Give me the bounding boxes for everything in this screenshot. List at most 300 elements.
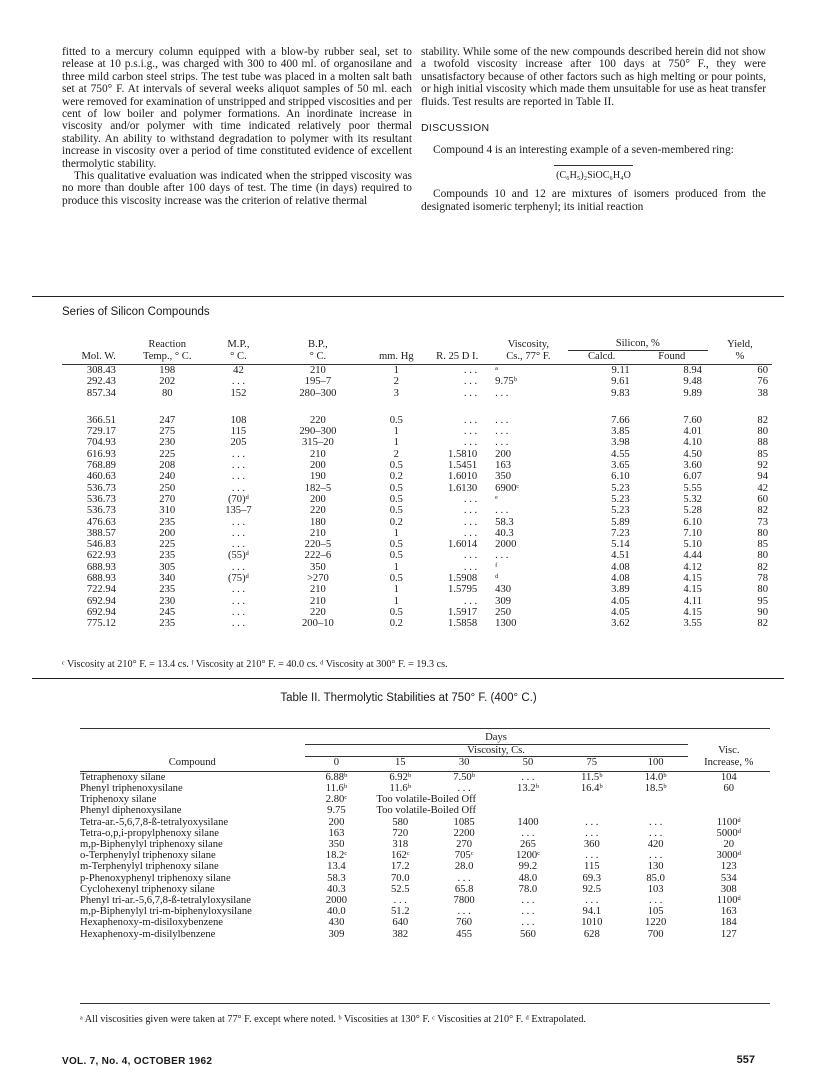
table-cell: 82	[757, 561, 768, 573]
right-text-column	[421, 46, 766, 213]
table-cell: . . .	[231, 561, 246, 573]
table-cell: 208	[159, 460, 176, 472]
table-row	[62, 460, 772, 471]
table-cell: 1.5917	[448, 606, 478, 618]
viscosity-increase: 5000ᵈ	[716, 827, 742, 839]
table-cell: . . .	[231, 376, 246, 388]
table-cell: 99.2	[518, 861, 538, 873]
table-cell: 220	[309, 505, 326, 517]
table-cell: 40.0	[327, 906, 346, 918]
table-row	[62, 584, 772, 595]
formula-text: (C₆H₅)₂SiOC₆H₄O	[554, 165, 633, 182]
table-row	[80, 917, 770, 928]
table-cell: . . .	[649, 827, 663, 839]
table-cell: 1085	[453, 816, 475, 828]
table-row	[62, 528, 772, 539]
journal-citation: VOL. 7, No. 4, OCTOBER 1962	[62, 1056, 213, 1067]
table-cell: 80	[757, 550, 768, 562]
table-cell: 0.5	[389, 550, 403, 562]
table-row	[80, 839, 770, 850]
viscosity-increase: 308	[720, 883, 737, 895]
table-row	[62, 426, 772, 437]
table-cell: 7.66	[611, 414, 630, 426]
table-cell: 2200	[453, 827, 475, 839]
table-cell: 305	[159, 561, 176, 573]
table-row	[62, 573, 772, 584]
table-cell: . . .	[521, 771, 535, 783]
table-cell: . . .	[463, 387, 478, 399]
table-cell: 70.0	[390, 872, 410, 884]
table-cell: 616.93	[86, 448, 116, 460]
table-cell: 115	[230, 426, 247, 438]
compound-name: Tetraphenoxy silane	[80, 771, 166, 783]
table-cell: 18.5ᵇ	[644, 782, 667, 794]
table-row	[62, 607, 772, 618]
table-row	[80, 895, 770, 906]
table-cell: 80	[757, 426, 768, 438]
compound-name: Cyclohexenyl triphenoxy silane	[80, 883, 215, 895]
viscosity-increase: 163	[720, 906, 737, 918]
table-cell: 760	[456, 917, 473, 929]
table-cell: 9.11	[611, 365, 630, 376]
table-cell: 105	[647, 906, 664, 918]
table-cell: 78	[757, 573, 768, 585]
table-cell: 688.93	[86, 573, 116, 585]
table-cell: 235	[159, 516, 176, 528]
table-cell: 382	[392, 928, 409, 940]
viscosity-increase: 1100ᵈ	[716, 816, 741, 828]
table-cell: . . .	[495, 550, 509, 562]
table-cell: 250	[495, 606, 512, 618]
compound-name: Phenyl diphenoxysilane	[80, 805, 182, 817]
table-cell: 205	[230, 437, 247, 449]
table-row	[62, 388, 772, 399]
table-cell: 250	[159, 482, 176, 494]
table-row	[80, 771, 770, 783]
table-cell: 729.17	[86, 426, 116, 438]
table-cell: 4.15	[683, 573, 702, 585]
table-cell: 200–10	[302, 618, 334, 630]
table-cell: 7.50ᵇ	[453, 771, 476, 783]
table-cell: 200	[309, 493, 326, 505]
paragraph: stability. While some of the new compounds described herein did not show a twofold viscosity increase after 100 days at 750° F., they were unsatisfactory because of other factors such as high melting or pour points, or high initial viscosity which made them unsuitable for use as heat transfer fluids. Test results are reported in Table II.	[421, 46, 766, 108]
table-cell: 290–300	[299, 426, 337, 438]
table-cell: . . .	[495, 387, 509, 399]
table-cell: 210	[309, 595, 326, 607]
col-header: ° C.	[309, 350, 327, 362]
table-cell: 11.6ᵇ	[389, 782, 411, 794]
table-row	[62, 415, 772, 426]
table-cell: 9.83	[611, 387, 630, 399]
table-cell: 1200ᶜ	[516, 850, 540, 862]
table-cell: 4.44	[683, 550, 702, 562]
table-cell: 1.5451	[448, 460, 478, 472]
table-cell: 0.5	[389, 573, 403, 585]
table-cell: 0.5	[389, 460, 403, 472]
table-cell: 536.73	[86, 505, 116, 517]
table-cell: 42	[233, 365, 244, 376]
compound-name: Phenyl triphenoxysilane	[80, 782, 183, 794]
compound-name: Phenyl tri-ar.-5,6,7,8-ß-tetralyloxysilane	[80, 895, 251, 907]
table-cell: 340	[159, 573, 176, 585]
thermolytic-stabilities-table	[80, 732, 770, 940]
col-header: Increase, %	[704, 756, 754, 768]
table-cell: 2000	[495, 539, 517, 551]
compound-name: Hexaphenoxy-m-disilylbenzene	[80, 928, 216, 940]
table-cell: 9.89	[683, 387, 702, 399]
table-cell: 82	[757, 618, 768, 630]
table-cell: 1	[393, 595, 399, 607]
col-header: Reaction	[148, 338, 187, 350]
col-header: 15	[394, 757, 406, 769]
table-cell: 3.60	[683, 460, 702, 472]
table-cell: 200	[495, 448, 512, 460]
compound-name: o-Terphenylyl triphenoxy silane	[80, 850, 216, 862]
col-header: Mol. W.	[81, 350, 116, 362]
table-cell: . . .	[231, 606, 246, 618]
section-divider	[32, 296, 784, 297]
table-cell: . . .	[463, 493, 478, 505]
table-cell: . . .	[585, 895, 599, 907]
table-cell: 235	[159, 618, 176, 630]
table-cell: 92	[757, 460, 768, 472]
table-cell: 51.2	[390, 906, 410, 918]
table-row	[62, 494, 772, 505]
table-cell: 1.5795	[448, 584, 478, 596]
table-cell: 28.0	[454, 861, 474, 873]
table-row	[80, 861, 770, 872]
table-row	[62, 550, 772, 561]
table-cell: . . .	[463, 561, 478, 573]
table-cell: 4.12	[683, 561, 702, 573]
table-cell: 4.50	[683, 448, 702, 460]
col-header: Yield,	[727, 338, 753, 350]
table-cell: 360	[583, 839, 600, 850]
table-cell: 230	[159, 595, 176, 607]
table-cell: (70)ᵈ	[227, 493, 249, 505]
table-cell: 720	[392, 827, 409, 839]
table-cell: 350	[495, 471, 512, 483]
table-cell: 162ᶜ	[390, 850, 410, 862]
table-title: Series of Silicon Compounds	[62, 306, 210, 318]
col-header: B.P.,	[308, 338, 328, 350]
table-row	[62, 562, 772, 573]
table-cell: 180	[309, 516, 326, 528]
table-cell: 1	[393, 527, 399, 539]
table-cell: . . .	[231, 460, 246, 472]
col-header: M.P.,	[227, 338, 250, 350]
table-row	[62, 365, 772, 377]
table-cell: 95	[757, 595, 768, 607]
table-cell: 82	[757, 414, 768, 426]
paragraph: This qualitative evaluation was indicated when the stripped viscosity was no more than double after 100 days of test. The time (in days) required to produce this viscosity increase was the criterion of relative thermal	[62, 170, 412, 207]
table-cell: 705ᶜ	[454, 850, 474, 862]
table-cell: . . .	[457, 906, 471, 918]
table-cell: 688.93	[86, 561, 116, 573]
table-cell: 350	[309, 561, 326, 573]
table-cell: 309	[328, 928, 345, 940]
table-cell: 40.3	[327, 883, 346, 895]
table-cell: . . .	[231, 618, 246, 630]
table-cell: 85	[757, 448, 768, 460]
table-cell: 58.3	[327, 872, 346, 884]
table-cell: 1.6130	[448, 482, 478, 494]
table-cell: 318	[392, 839, 409, 850]
table-cell: 292.43	[86, 376, 116, 388]
table-cell: 94	[757, 471, 768, 483]
table-cell-note: Too volatile-Boiled Off	[376, 794, 477, 806]
table-cell: 210	[309, 365, 326, 376]
compound-name: p-Phenoxyphenyl triphenoxy silane	[80, 872, 231, 884]
viscosity-increase: 1100ᵈ	[716, 895, 741, 907]
table-cell: 220	[309, 606, 326, 618]
table-cell: 11.6ᵇ	[325, 782, 348, 794]
col-header: 0	[333, 757, 340, 769]
table-row	[80, 783, 770, 794]
table-cell: (75)ᵈ	[227, 573, 249, 585]
table-cell: . . .	[521, 906, 535, 918]
table-cell: . . .	[463, 414, 478, 426]
table-cell: . . .	[521, 895, 535, 907]
table-row	[62, 505, 772, 516]
table-cell: 65.8	[454, 883, 474, 895]
table-cell: 182–5	[304, 482, 332, 494]
table-cell: . . .	[495, 426, 509, 438]
table-cell: . . .	[393, 895, 407, 907]
table-cell: 0.5	[389, 606, 403, 618]
table-cell: 5.23	[611, 505, 630, 517]
table-cell: 270	[159, 493, 176, 505]
viscosity-increase: 123	[720, 861, 737, 873]
table-title: Table II. Thermolytic Stabilities at 750° F. (400° C.)	[280, 692, 537, 704]
table-cell: . . .	[457, 782, 471, 794]
table-cell: 222–6	[304, 550, 332, 562]
table-cell: 108	[230, 414, 247, 426]
table-row	[80, 906, 770, 917]
table-cell: . . .	[463, 426, 478, 438]
table-cell: 1	[393, 584, 399, 596]
table-cell: 7.60	[683, 414, 702, 426]
table-cell: . . .	[231, 448, 246, 460]
table-cell: 135–7	[225, 505, 252, 517]
col-header: Silicon, %	[568, 338, 708, 350]
table-cell: (55)ᵈ	[227, 550, 249, 562]
table-cell: 6.88ᵇ	[325, 771, 348, 783]
table-cell: 92.5	[582, 883, 602, 895]
compound-name: Hexaphenoxy-m-disiloxybenzene	[80, 917, 223, 929]
col-header: Cs., 77° F.	[506, 350, 551, 362]
table-cell: 3.85	[611, 426, 630, 438]
table-cell: 52.5	[390, 883, 410, 895]
table-cell: 200	[159, 527, 176, 539]
table-cell: 76	[757, 376, 768, 388]
table-cell: 103	[647, 883, 664, 895]
table-cell: 692.94	[86, 606, 116, 618]
table-cell: . . .	[495, 414, 509, 426]
table-cell: 275	[159, 426, 176, 438]
table-cell: 1.6010	[448, 471, 478, 483]
col-header: Viscosity,	[507, 338, 550, 350]
col-header: Calcd.	[587, 350, 616, 362]
table-cell: . . .	[231, 471, 246, 483]
col-header: Viscosity, Cs.	[305, 744, 688, 757]
compound-name: Triphenoxy silane	[80, 794, 157, 806]
table-cell: 9.75	[327, 805, 346, 817]
table-cell: 8.94	[683, 365, 702, 376]
table-row	[80, 884, 770, 895]
silicon-compounds-table	[62, 338, 772, 630]
table-cell: 220	[309, 414, 326, 426]
table-cell: >270	[306, 573, 329, 585]
table-cell: . . .	[463, 595, 478, 607]
table-row	[62, 483, 772, 494]
table-cell: 1.5908	[448, 573, 478, 585]
table-cell: 0.5	[389, 505, 403, 517]
table-cell: 85.0	[646, 872, 665, 884]
table-cell: 265	[520, 839, 536, 850]
table-cell: 3.98	[611, 437, 630, 449]
table-cell: 235	[159, 584, 176, 596]
table-row	[80, 929, 770, 940]
table-row	[80, 873, 770, 884]
table-cell: . . .	[463, 437, 478, 449]
table-cell: 6.10	[683, 516, 702, 528]
table-cell: 1010	[581, 917, 603, 929]
table-cell: 3.55	[683, 618, 702, 630]
table-cell: 775.12	[86, 618, 116, 630]
table-cell: 2000	[325, 895, 348, 907]
table-cell: 200	[328, 816, 345, 828]
table-cell: 130	[647, 861, 664, 873]
table-cell: 430	[495, 584, 512, 596]
table-cell: 5.55	[683, 482, 702, 494]
table-cell: 1400	[517, 816, 539, 828]
col-header: 100	[647, 757, 664, 769]
table-cell: . . .	[463, 505, 478, 517]
table-cell: 3.65	[611, 460, 630, 472]
table-cell: 4.15	[683, 584, 702, 596]
table-cell: 0.5	[389, 493, 403, 505]
compound-name: m,p-Biphenylyl tri-m-biphenyloxysilane	[80, 906, 252, 918]
table-cell: 2	[393, 376, 399, 388]
table-cell: 60	[757, 493, 768, 505]
table-cell: 6900ᶜ	[495, 482, 520, 494]
table-cell: 768.89	[86, 460, 116, 472]
table-cell: 2.80ᶜ	[325, 794, 348, 806]
table-cell: 18.2ᶜ	[325, 850, 348, 862]
table-cell: 1300	[495, 618, 517, 630]
table-cell: 80	[161, 387, 173, 399]
table-cell: . . .	[521, 917, 535, 929]
table-cell: 42	[757, 482, 768, 494]
table-cell: 14.0ᵇ	[644, 771, 667, 783]
table-cell: 17.2	[390, 861, 410, 873]
table-cell: 350	[328, 839, 345, 850]
paragraph: fitted to a mercury column equipped with a blow-by rubber seal, set to release at 10 p.s.i.g., was charged with 300 to 400 ml. of organosilane and three mild carbon steel strips. The test tube was placed in a molten salt bath set at 750° F. At intervals of several weeks aliquot samples of 50 ml. each were removed for examination of unstripped and stripped viscosities and per cent of low boiler and polymer formations. An inordinate increase in viscosity and/or polymer with time indicated relatively poor thermal stability. An ability to withstand degradation to polymer with its resultant increase in viscosity over a period of time constituted evidence of excellent thermolytic stability.	[62, 46, 412, 170]
table-cell: ᶠ	[495, 561, 498, 573]
table-cell: 1.5810	[448, 448, 478, 460]
viscosity-increase: 3000ᵈ	[716, 850, 742, 862]
table-cell: ᵃ	[495, 365, 499, 376]
table-cell: 4.10	[683, 437, 702, 449]
table-cell: 0.2	[389, 516, 403, 528]
table-cell: 210	[309, 527, 326, 539]
col-header: Visc.	[718, 744, 740, 756]
table-cell: 0.5	[389, 482, 403, 494]
table-cell: 115	[584, 861, 600, 873]
table-cell-note: Too volatile-Boiled Off	[376, 805, 477, 817]
table-row	[62, 437, 772, 448]
table-cell: 225	[159, 448, 176, 460]
table-cell: 6.07	[683, 471, 702, 483]
table-row	[80, 805, 770, 816]
table-cell: . . .	[457, 872, 471, 884]
table-footnote: ᶜ Viscosity at 210° F. = 13.4 cs. ᶠ Viscosity at 210° F. = 40.0 cs. ᵈ Viscosity at 300° F. = 19.3 cs.	[62, 659, 448, 670]
table-cell: 0.2	[389, 618, 403, 630]
table-cell: 5.23	[611, 493, 630, 505]
col-header: mm. Hg	[378, 350, 414, 362]
table-cell: . . .	[463, 516, 478, 528]
table-cell: 1.5858	[448, 618, 478, 630]
section-heading: DISCUSSION	[421, 122, 490, 135]
table-cell: 5.10	[683, 539, 702, 551]
table-row	[80, 850, 770, 861]
table-cell: 5.23	[611, 482, 630, 494]
paragraph: Compounds 10 and 12 are mixtures of isomers produced from the designated isomeric terphenyl; its initial reaction	[421, 188, 766, 213]
left-text-column	[62, 46, 412, 207]
table-cell: 476.63	[86, 516, 116, 528]
table-cell: 58.3	[495, 516, 514, 528]
table-row	[62, 449, 772, 460]
table-cell: . . .	[463, 527, 478, 539]
table-cell: 38	[757, 387, 768, 399]
table-cell: 69.3	[582, 872, 602, 884]
table-cell: 235	[159, 550, 176, 562]
table-cell: 280–300	[299, 387, 337, 399]
table-cell: 210	[309, 448, 326, 460]
table-cell: 200	[309, 460, 326, 472]
table-row	[80, 794, 770, 805]
table-cell: ᵉ	[495, 493, 498, 505]
table-cell: 546.83	[86, 539, 116, 551]
table-cell: 60	[757, 365, 768, 376]
table-cell: 5.14	[611, 539, 630, 551]
table-cell: 722.94	[86, 584, 116, 596]
table-cell: 308.43	[86, 365, 116, 376]
col-header: R. 25 D I.	[436, 350, 479, 362]
table-cell: . . .	[463, 376, 478, 388]
table-row	[80, 828, 770, 839]
table-cell: 7800	[453, 895, 475, 907]
table-cell: 88	[757, 437, 768, 449]
table-cell: 80	[757, 527, 768, 539]
page-number: 557	[736, 1054, 755, 1066]
table-cell: 4.05	[611, 595, 630, 607]
table-cell: 225	[159, 539, 176, 551]
table-cell: . . .	[649, 816, 663, 828]
table-cell: 4.08	[611, 561, 630, 573]
table-cell: 230	[159, 437, 176, 449]
table-cell: 247	[159, 414, 176, 426]
table-cell: 700	[647, 928, 664, 940]
viscosity-increase: 104	[720, 771, 737, 783]
table-cell: 4.11	[683, 595, 702, 607]
table-cell: 13.2ᵇ	[517, 782, 539, 794]
table-row	[80, 817, 770, 828]
table-cell: . . .	[231, 516, 246, 528]
table-cell: 1220	[645, 917, 667, 929]
col-header: 30	[458, 757, 470, 769]
